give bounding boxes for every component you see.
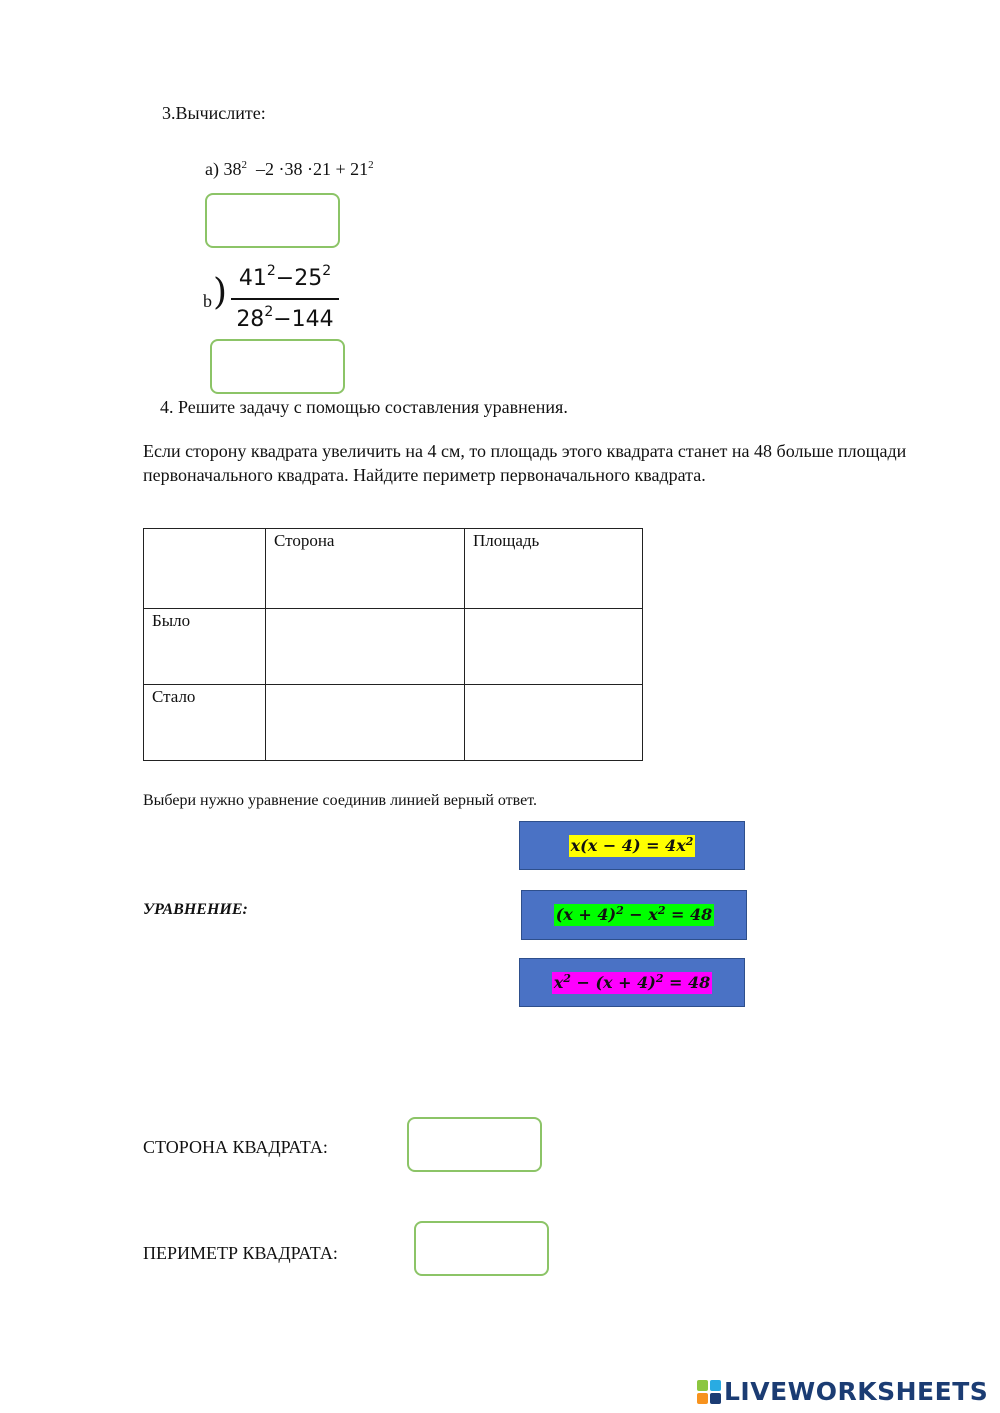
task4-instruction: Выбери нужно уравнение соединив линией верный ответ. [143,792,538,809]
perimeter-answer-input[interactable] [414,1221,549,1276]
task3-a-term3-exp: 2 [368,159,374,171]
perimeter-label: ПЕРИМЕТР КВАДРАТА: [143,1243,338,1263]
data-table [143,528,643,761]
equation-option-1[interactable] [519,821,745,870]
task3-b-fraction [231,261,339,338]
table-row-label: Было [144,609,266,685]
equation-label: УРАВНЕНИЕ: [143,901,248,918]
task3-a-rest: –2 ·38 ·21 + 21 [255,159,369,179]
equation-option-2[interactable] [521,890,747,940]
task3-b-label: b [203,291,212,311]
answer-3a-input[interactable] [205,193,340,248]
table-row [144,685,643,761]
table-cell[interactable] [465,609,643,685]
table-row-label: Стало [144,685,266,761]
task4-heading: 4. Решите задачу с помощью составления уравнения. [160,397,568,417]
task3-b-paren: ) [213,272,228,313]
task3-a-term1-exp: 2 [241,159,247,171]
side-label: СТОРОНА КВАДРАТА: [143,1137,328,1157]
table-header-cell: Сторона [266,529,465,609]
fraction-bar [231,298,339,300]
answer-3b-input[interactable] [210,339,345,394]
table-header-row [144,529,643,609]
table-header-cell: Площадь [465,529,643,609]
side-answer-input[interactable] [407,1117,542,1172]
equation-option-3-text: $x^2 - (x + 4)^2 = 48$ [553,971,711,992]
fraction-numerator: $41^2-25^2$ [238,263,332,291]
fraction-denominator: $28^2-144$ [236,304,334,332]
task3-a-expression [205,158,374,180]
task4-problem-text: Если сторону квадрата увеличить на 4 см, то площадь этого квадрата станет на 48 больше площади первоначального квадрата. Найдите периметр первоначального квадрата. [143,441,907,485]
equation-option-2-text: $(x + 4)^2 - x^2 = 48$ [555,904,713,924]
task3-a-label: a) [205,159,219,179]
table-cell[interactable] [465,685,643,761]
table-cell[interactable] [266,609,465,685]
task3-a-term1: 38 [223,159,242,179]
logo-icon [697,1380,721,1404]
equation-option-1-text: $x(x - 4) = 4x^2$ [570,834,694,855]
table-header-cell [144,529,266,609]
table-cell[interactable] [266,685,465,761]
equation-option-3[interactable] [519,958,745,1007]
task3-heading: 3.Вычислите: [162,103,266,123]
table-row [144,609,643,685]
liveworksheets-logo [697,1377,988,1406]
brand-name: LIVEWORKSHEETS [724,1377,989,1406]
